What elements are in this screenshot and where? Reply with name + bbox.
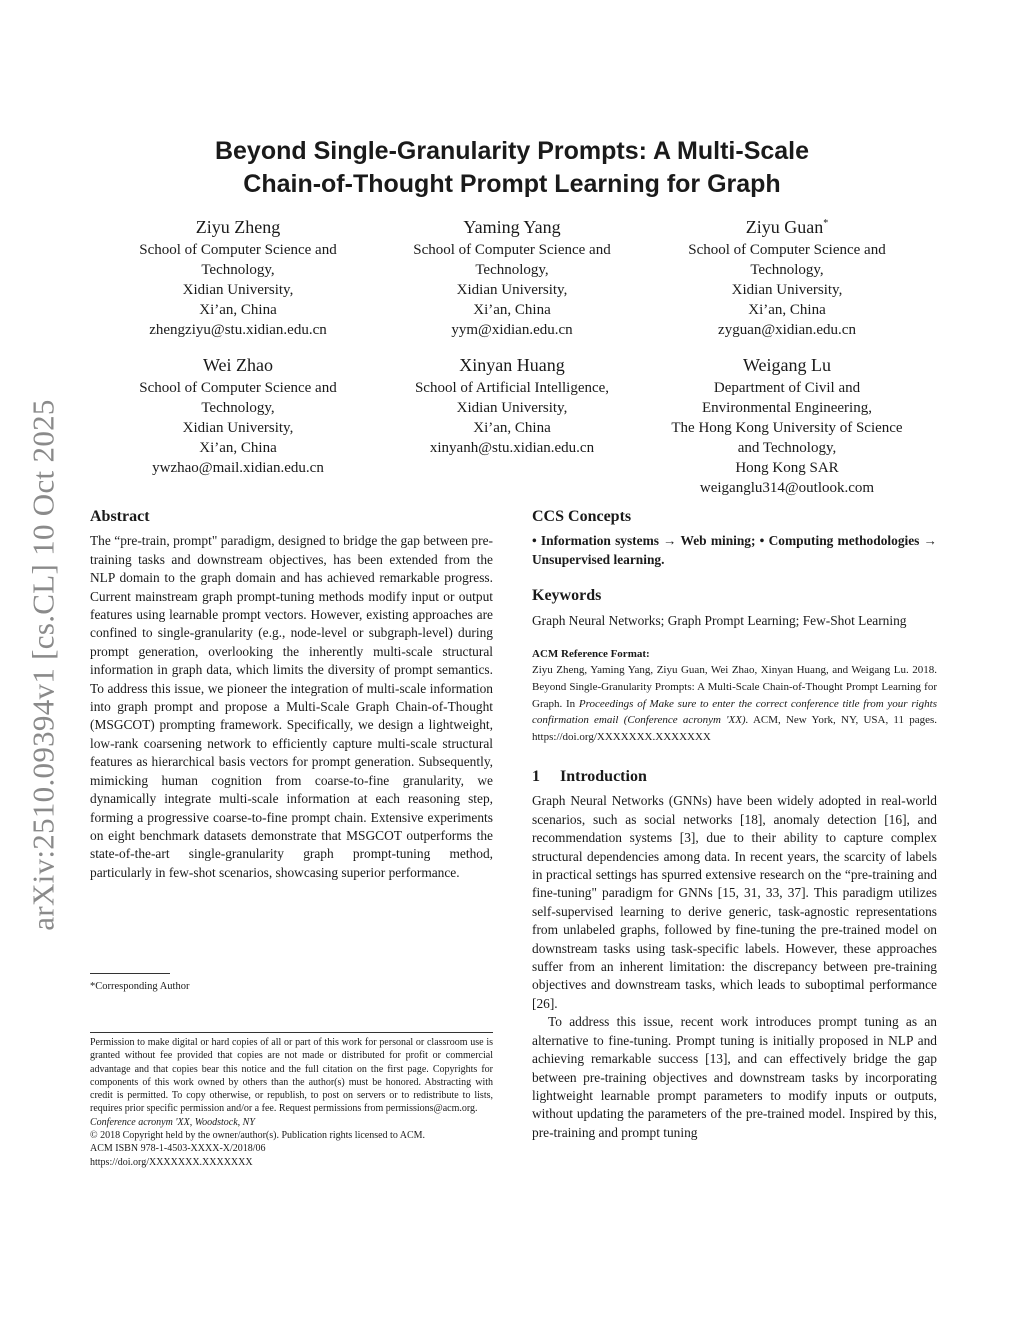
author-block — [372, 215, 652, 340]
acm-ref-heading: ACM Reference Format: — [532, 648, 650, 661]
keywords-text: Graph Neural Networks; Graph Prompt Learning; Few-Shot Learning — [532, 612, 907, 628]
author-block — [647, 353, 927, 498]
conference-line: Conference acronym 'XX, Woodstock, NY — [90, 1116, 255, 1128]
isbn-line: ACM ISBN 978-1-4503-XXXX-X/2018/06 — [90, 1143, 266, 1155]
title-line-1: Beyond Single-Granularity Prompts: A Multi-Scale — [214, 137, 810, 165]
doi-line: https://doi.org/XXXXXXX.XXXXXXX — [90, 1156, 253, 1168]
author-email: zhengziyu@stu.xidian.edu.cn — [149, 322, 327, 338]
abstract-section — [90, 508, 493, 882]
author-affiliation: School of Computer Science and Technology, Xidian University, Xi’an, China zhengziyu@stu.xidian.edu.cn — [98, 240, 378, 340]
author-name: Ziyu Zheng — [195, 217, 281, 237]
ccs-heading: CCS Concepts — [532, 508, 632, 525]
acm-ref-text: Ziyu Zheng, Yaming Yang, Ziyu Guan, Wei Zhao, Xinyan Huang, and Weigang Lu. 2018. Beyond Single-Granularity Prompts: A Multi-Scale Chain-of-Thought Prompt Learning for Graph. In Proceedings of Make sure to enter the correct conference title from your rights confirmation email (Conference acronym 'XX). ACM, New York, NY, USA, 11 pages. https://doi.org/XXXXXXX.XXXXXXX — [532, 664, 938, 744]
intro-paragraph-1: Graph Neural Networks (GNNs) have been widely adopted in real-world scenarios, such as social networks [18], anomaly detection [16], and recommendation systems [3], due to their ability to capture complex structural dependencies among data. In recent years, the scarcity of labels in practical settings has spurred extensive research on the “pre-training and fine-tuning" paradigm for GNNs [15, 31, 33, 37]. This paradigm utilizes self-supervised learning to derive generic, task-agnostic representations from unlabeled graphs, followed by fine-tuning the pre-trained model on downstream tasks using task-specific labels. However, these approaches suffer from an inherent limitation: the discrepancy between pre-training objectives and downstream tasks, which leads to suboptimal performance [26]. — [532, 793, 937, 1011]
author-name: Weigang Lu — [742, 355, 832, 375]
right-column — [532, 508, 937, 1142]
author-name: Wei Zhao — [202, 355, 274, 375]
paper-title — [90, 135, 934, 201]
intro-paragraph-2: To address this issue, recent work introduces prompt tuning as an alternative to fine-tuning. Prompt tuning is initially proposed in NLP and achieving remarkable success [13], and can effectively bridge the gap between pre-training objectives and downstream tasks by incorporating lightweight learnable prompt parameters to modify inputs or outputs, without updating the parameters of the pre-trained model. Inspired by this, pre-training and prompt tuning — [532, 1014, 937, 1140]
corresponding-mark: * — [823, 218, 829, 229]
author-affiliation: School of Computer Science and Technology, Xidian University, Xi’an, China ywzhao@mail.xidian.edu.cn — [98, 378, 378, 478]
footnote-rule — [90, 973, 170, 974]
intro-heading: 1 Introduction — [532, 768, 647, 786]
author-name: Yaming Yang — [463, 217, 561, 237]
abstract-text: The “pre-train, prompt" paradigm, designed to bridge the gap between pre-training tasks and downstream objectives, has been extended from the NLP domain to the graph domain and has achieved remarkable progress. Current mainstream graph prompt-tuning methods modify input or output features using learnable prompt vectors. However, existing approaches are confined to single-granularity (e.g., node-level or subgraph-level) during prompt generation, overlooking the inherently multi-scale structural information in graph data, which limits the diversity of prompt semantics. To address this issue, we pioneer the integration of multi-scale information into graph prompt and propose a Multi-Scale Graph Chain-of-Thought (MSGCOT) prompting framework. Specifically, we design a lightweight, low-rank coarsening network to efficiently capture multi-scale structural features as hierarchical basis vectors for prompt generation. Subsequently, mimicking human cognition from coarse-to-fine granularity, we dynamically integrate multi-scale information at each reasoning step, forming a progressive coarse-to-fine prompt chain. Extensive experiments on eight benchmark datasets demonstrate that MSGCOT outperforms the state-of-the-art single-granularity graph prompt-tuning method, particularly in few-shot scenarios, showcasing superior performance. — [90, 533, 493, 880]
permission-rule — [90, 1032, 493, 1033]
author-email: zyguan@xidian.edu.cn — [718, 322, 856, 338]
author-block — [98, 215, 378, 340]
copyright-line: © 2018 Copyright held by the owner/author(s). Publication rights licensed to ACM. — [90, 1130, 426, 1142]
author-email: weiganglu314@outlook.com — [699, 480, 875, 496]
title-line-2: Chain-of-Thought Prompt Learning for Graph — [243, 170, 781, 198]
author-affiliation: School of Computer Science and Technology, Xidian University, Xi’an, China yym@xidian.edu.cn — [372, 240, 652, 340]
author-affiliation: Department of Civil and Environmental Engineering, The Hong Kong University of Science and Technology, Hong Kong SAR weiganglu314@outlook.com — [647, 378, 927, 498]
arxiv-sidebar — [24, 375, 64, 955]
author-email: ywzhao@mail.xidian.edu.cn — [152, 460, 324, 476]
author-block — [647, 215, 927, 340]
permission-text: Permission to make digital or hard copies of all or part of this work for personal or classroom use is granted without fee provided that copies are not made or distributed for profit or commercial advantage and that copies bear this notice and the full citation on the first page. Copyrights for components of this work owned by others than the author(s) must be honored. Abstracting with credit is permitted. To copy otherwise, or republish, to post on servers or to redistribute to lists, requires prior specific permission and/or a fee. Request permissions from permissions@acm.org. — [90, 1037, 493, 1115]
permission-block — [90, 1036, 493, 1169]
footnote: *Corresponding Author — [90, 981, 190, 992]
ccs-text: • Information systems → Web mining; • Computing methodologies → Unsupervised learning. — [532, 533, 937, 567]
author-email: yym@xidian.edu.cn — [451, 322, 573, 338]
author-email: xinyanh@stu.xidian.edu.cn — [429, 440, 595, 456]
author-affiliation: School of Computer Science and Technology, Xidian University, Xi’an, China zyguan@xidian.edu.cn — [647, 240, 927, 340]
keywords-heading: Keywords — [532, 587, 602, 605]
author-name: Ziyu Guan* — [745, 217, 829, 237]
author-name: Xinyan Huang — [459, 355, 565, 375]
abstract-heading: Abstract — [90, 508, 150, 525]
author-block — [372, 353, 652, 458]
arxiv-id: arXiv:2510.09394v1 [cs.CL] 10 Oct 2025 — [26, 399, 61, 931]
author-block — [98, 353, 378, 478]
author-affiliation: School of Artificial Intelligence, Xidian University, Xi’an, China xinyanh@stu.xidian.edu.cn — [372, 378, 652, 458]
